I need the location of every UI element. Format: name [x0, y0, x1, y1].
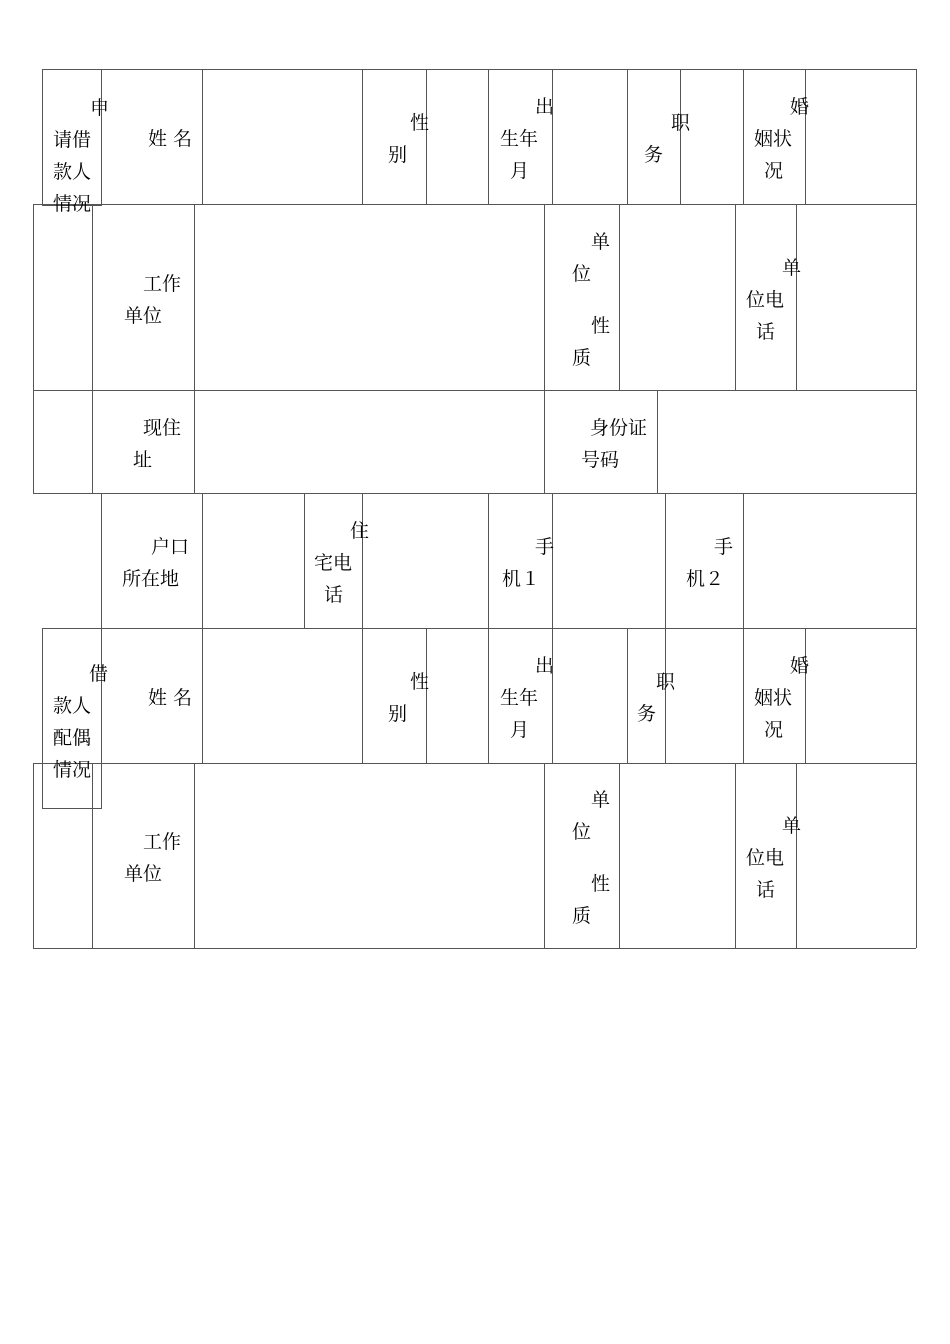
marital-label: 况 [764, 160, 784, 182]
employer-label: 单位 [124, 305, 163, 327]
spouse-name-label: 姓 名 [148, 687, 193, 709]
spouse-unit-nature-label: 单 [591, 789, 611, 811]
gender-label: 性 [410, 112, 430, 134]
spouse-unit-phone-field[interactable] [797, 764, 916, 948]
hukou-label: 所在地 [122, 568, 180, 590]
applicant-name-field[interactable] [203, 70, 362, 204]
spouse-employer-field[interactable] [195, 764, 544, 948]
marital-label: 婚 [790, 96, 810, 118]
spouse-label-line: 款人 [53, 695, 92, 717]
position-label: 务 [644, 144, 664, 166]
applicant-unit-nature-field[interactable] [620, 205, 735, 390]
applicant-address-field[interactable] [195, 391, 544, 493]
applicant-label-line: 请借 [53, 129, 92, 151]
birth-label: 出 [535, 96, 555, 118]
spouse-birth-label: 生年 [500, 687, 539, 709]
unit-nature-label: 性 [591, 315, 611, 337]
applicant-employer-field[interactable] [195, 205, 544, 390]
applicant-home-phone-field[interactable] [363, 494, 488, 628]
birth-label: 月 [510, 160, 530, 182]
mobile2-label: 手 [714, 536, 734, 558]
gender-label: 别 [388, 144, 408, 166]
spouse-gender-field[interactable] [427, 629, 488, 763]
home-phone-label: 话 [324, 584, 344, 606]
grid-line [33, 204, 34, 493]
spouse-gender-label: 别 [388, 703, 408, 725]
spouse-marital-label: 况 [764, 719, 784, 741]
spouse-section-label [42, 628, 109, 809]
grid-line [627, 69, 628, 204]
spouse-gender-label: 性 [410, 671, 430, 693]
grid-line [627, 628, 628, 763]
marital-label: 姻状 [754, 128, 793, 150]
grid-line [544, 763, 545, 948]
hukou-label: 户口 [151, 536, 190, 558]
unit-phone-label: 单 [782, 257, 802, 279]
applicant-mobile1-field[interactable] [553, 494, 665, 628]
spouse-employer-label: 单位 [124, 863, 163, 885]
applicant-label-line: 款人 [53, 161, 92, 183]
address-label: 现住 [143, 417, 182, 439]
grid-line [544, 204, 545, 493]
unit-nature-label: 单 [591, 231, 611, 253]
grid-line [916, 69, 917, 204]
spouse-label-line: 情况 [53, 759, 92, 781]
birth-label: 生年 [500, 128, 539, 150]
applicant-label-line: 情况 [53, 193, 92, 215]
address-label: 址 [133, 449, 153, 471]
grid-line [362, 69, 363, 204]
unit-phone-label: 位电 [746, 289, 785, 311]
grid-line [665, 493, 666, 628]
grid-line [735, 204, 736, 390]
spouse-birth-label: 出 [535, 655, 555, 677]
spouse-unit-nature-field[interactable] [620, 764, 735, 948]
grid-line [488, 493, 489, 628]
spouse-position-field[interactable] [666, 629, 743, 763]
employer-label: 工作 [143, 273, 182, 295]
position-label: 职 [671, 112, 691, 134]
home-phone-label: 宅电 [314, 552, 353, 574]
unit-nature-label: 质 [572, 347, 592, 369]
grid-line [304, 493, 305, 628]
mobile2-label: 机２ [686, 568, 725, 590]
spouse-unit-phone-label: 话 [756, 879, 776, 901]
id-number-label: 身份证 [590, 417, 648, 439]
spouse-birth-field[interactable] [553, 629, 627, 763]
grid-line [743, 628, 744, 763]
applicant-gender-field[interactable] [427, 70, 488, 204]
spouse-unit-nature-label: 质 [572, 905, 592, 927]
applicant-section-label [42, 69, 110, 215]
applicant-mobile2-field[interactable] [744, 494, 916, 628]
spouse-marital-label: 姻状 [754, 687, 793, 709]
spouse-label-line: 配偶 [53, 727, 92, 749]
applicant-hukou-field[interactable] [203, 494, 304, 628]
grid-line [362, 628, 363, 763]
spouse-position-label: 务 [637, 703, 657, 725]
grid-line [488, 628, 489, 763]
spouse-unit-nature-label: 性 [591, 873, 611, 895]
name-label: 姓 名 [148, 128, 193, 150]
applicant-unit-phone-field[interactable] [797, 205, 916, 390]
spouse-marital-field[interactable] [806, 629, 916, 763]
grid-line [735, 763, 736, 948]
applicant-id-number-field[interactable] [658, 391, 916, 493]
spouse-employer-label: 工作 [143, 831, 182, 853]
grid-line [92, 204, 93, 493]
mobile1-label: 手 [535, 536, 555, 558]
spouse-birth-label: 月 [510, 719, 530, 741]
id-number-label: 号码 [581, 449, 620, 471]
spouse-marital-label: 婚 [790, 655, 810, 677]
grid-line [743, 69, 744, 204]
grid-line [33, 948, 916, 949]
applicant-marital-field[interactable] [806, 70, 916, 204]
spouse-label-line: 借 [89, 663, 109, 685]
applicant-position-field[interactable] [681, 70, 743, 204]
spouse-unit-phone-label: 单 [782, 815, 802, 837]
unit-nature-label: 位 [572, 263, 592, 285]
mobile1-label: 机１ [502, 568, 541, 590]
spouse-unit-phone-label: 位电 [746, 847, 785, 869]
applicant-birth-field[interactable] [553, 70, 627, 204]
grid-line [101, 493, 102, 628]
spouse-position-label: 职 [656, 671, 676, 693]
applicant-label-line: 申 [90, 97, 110, 119]
grid-line [916, 493, 917, 628]
home-phone-label: 住 [350, 520, 370, 542]
grid-line [916, 204, 917, 493]
grid-line [916, 628, 917, 763]
unit-phone-label: 话 [756, 321, 776, 343]
spouse-unit-nature-label: 位 [572, 821, 592, 843]
grid-line [916, 763, 917, 948]
spouse-name-field[interactable] [203, 629, 362, 763]
grid-line [488, 69, 489, 204]
grid-line [33, 763, 34, 948]
